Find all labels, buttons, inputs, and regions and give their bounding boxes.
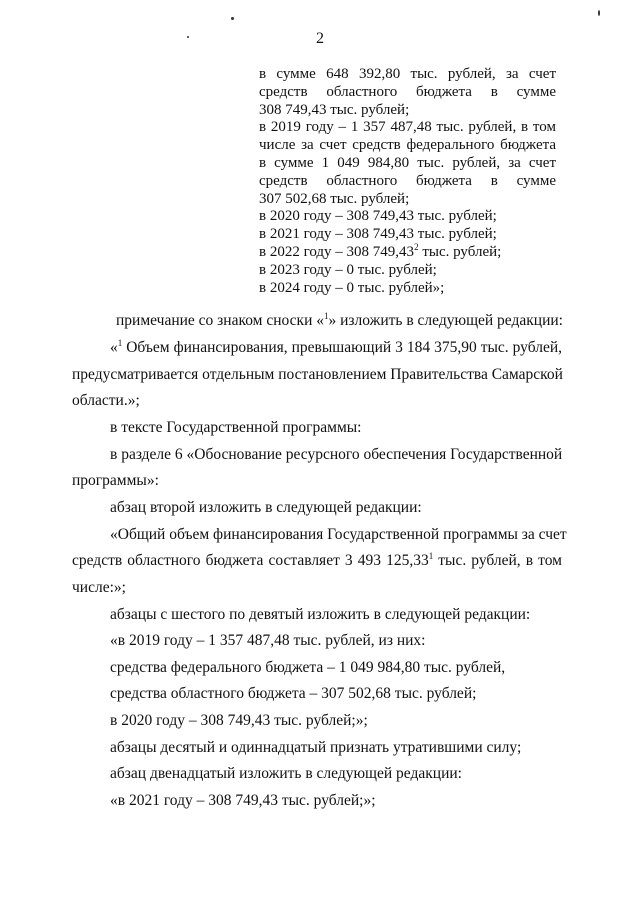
funding-line: 307 502,68 тыс. рублей; — [259, 190, 410, 207]
paragraph-line: абзацы с шестого по девятый изложить в следующей редакции: — [110, 606, 531, 623]
page-number: 2 — [316, 30, 324, 47]
scan-speck — [231, 17, 234, 20]
paragraph-line: абзац двенадцатый изложить в следующей редакции: — [110, 765, 462, 782]
funding-line: в 2024 году – 0 тыс. рублей»; — [259, 279, 445, 296]
funding-line: средств областного бюджета в сумме — [259, 172, 556, 189]
funding-amounts-block — [259, 66, 556, 297]
funding-line: в 2020 году – 308 749,43 тыс. рублей; — [259, 208, 497, 225]
footnote-note-line: примечание со знаком сноски «$^1$» изложить в следующей редакции: — [116, 311, 563, 329]
paragraph-line: абзац второй изложить в следующей редакции: — [110, 499, 422, 516]
funding-line: в 2022 году – 308 749,43$^2$ тыс. рублей; — [259, 241, 502, 260]
quote-line: «Общий объем финансирования Государственной программы за счет — [110, 526, 567, 543]
scan-speck — [598, 10, 600, 16]
paragraph-line: в тексте Государственной программы: — [110, 419, 362, 436]
funding-line: 308 749,43 тыс. рублей; — [259, 101, 410, 118]
funding-line: средств областного бюджета в сумме — [259, 83, 556, 100]
funding-line: в сумме 1 049 984,80 тыс. рублей, за счет — [259, 154, 556, 171]
quote-line: в 2020 году – 308 749,43 тыс. рублей;»; — [110, 712, 368, 729]
paragraph-line: программы»: — [72, 472, 159, 489]
funding-line: числе за счет средств федерального бюджета — [259, 137, 556, 154]
section-reference-line: в разделе 6 «Обоснование ресурсного обеспечения Государственной — [110, 446, 563, 463]
quote-line: средств областного бюджета составляет 3 493 125,33$^1$ тыс. рублей, в том — [72, 551, 562, 569]
paragraph-line: предусматривается отдельным постановлением Правительства Самарской — [72, 366, 563, 383]
funding-line: в 2021 году – 308 749,43 тыс. рублей; — [259, 226, 497, 243]
funding-line: в сумме 648 392,80 тыс. рублей, за счет — [259, 66, 556, 82]
quote-line: средства федерального бюджета – 1 049 984,80 тыс. рублей, — [110, 659, 506, 676]
funding-line: в 2019 году – 1 357 487,48 тыс. рублей, в том — [259, 119, 556, 136]
quote-line: средства областного бюджета – 307 502,68 тыс. рублей; — [110, 685, 477, 702]
funding-line: в 2023 году – 0 тыс. рублей; — [259, 261, 437, 278]
paragraph-line: абзацы десятый и одиннадцатый признать утратившими силу; — [110, 739, 522, 756]
paragraph-line: числе:»; — [72, 579, 126, 596]
footnote-text-line: «$^1$ Объем финансирования, превышающий 3 184 375,90 тыс. рублей, — [110, 338, 562, 356]
paragraph-line: области.»; — [72, 392, 140, 409]
quote-line: «в 2021 году – 308 749,43 тыс. рублей;»; — [110, 792, 376, 809]
quote-line: «в 2019 году – 1 357 487,48 тыс. рублей, из них: — [110, 632, 426, 649]
